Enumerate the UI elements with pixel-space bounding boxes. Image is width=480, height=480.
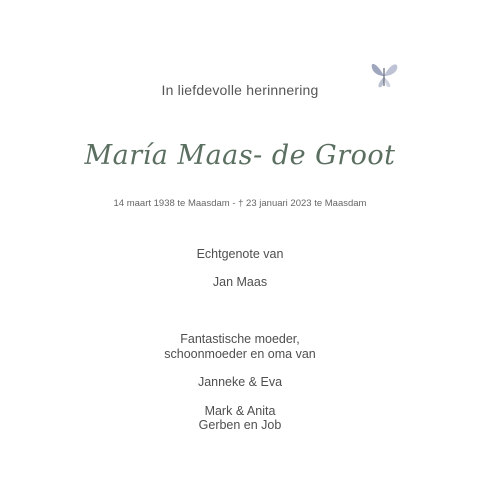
- mother-line-2: schoonmoeder en oma van: [164, 347, 316, 361]
- intro-heading: In liefdevolle herinnering: [161, 82, 319, 98]
- spouse-label: Echtgenote van: [196, 247, 284, 261]
- children-line-1: Janneke & Eva: [197, 375, 283, 389]
- life-dates: 14 maart 1938 te Maasdam - † 23 januari 2023 te Maasdam: [113, 198, 367, 209]
- spouse-name: Jan Maas: [212, 275, 268, 289]
- children-line-3: Gerben en Job: [198, 418, 282, 432]
- mother-line-1: Fantastische moeder,: [180, 332, 300, 346]
- children-line-2: Mark & Anita: [204, 404, 276, 418]
- deceased-name: María Maas- de Groot: [84, 140, 396, 171]
